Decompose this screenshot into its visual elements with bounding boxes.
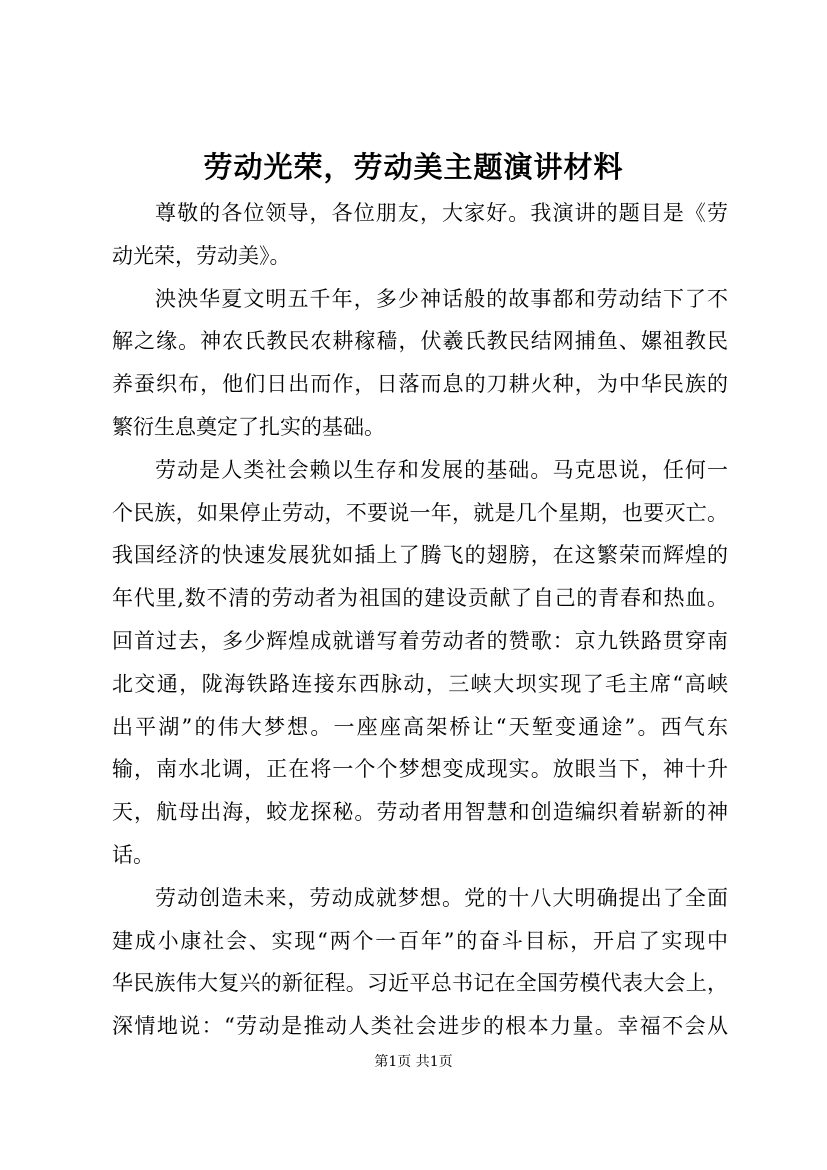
text-line: 劳动创造未来，劳动成就梦想。党的十八大明确提出了全面 (155, 885, 728, 910)
text-line: 天，航母出海，蛟龙探秘。劳动者用智慧和创造编织着崭新的神 (112, 800, 728, 825)
text-line: 输，南水北调，正在将一个个梦想变成现实。放眼当下，神十升 (112, 757, 728, 782)
text-line: 养蚕织布，他们日出而作，日落而息的刀耕火种，为中华民族的 (112, 372, 728, 397)
text-line: 出平湖”的伟大梦想。一座座高架桥让“天堑变通途”。西气东 (112, 714, 728, 739)
text-line: 建成小康社会、实现“两个一百年”的奋斗目标，开启了实现中 (112, 928, 728, 953)
paragraph-future (112, 877, 728, 1048)
text-line: 解之缘。神农氏教民农耕稼穑，伏羲氏教民结网捕鱼、嫘祖教民 (112, 329, 728, 354)
text-line: 年代里,数不清的劳动者为祖国的建设贡献了自己的青春和热血。 (112, 586, 728, 611)
paragraph-history (112, 278, 728, 449)
text-line: 泱泱华夏文明五千年，多少神话般的故事都和劳动结下了不 (155, 286, 728, 311)
text-line: 个民族，如果停止劳动，不要说一年，就是几个星期，也要灭亡。 (112, 500, 728, 525)
document-title: 劳动光荣，劳动美主题演讲材料 (203, 150, 624, 184)
document-body (112, 192, 728, 1048)
paragraph-greeting (112, 192, 728, 278)
text-line: 动光荣，劳动美》。 (112, 243, 291, 268)
text-line: 深情地说：“劳动是推动人类社会进步的根本力量。幸福不会从 (112, 1014, 728, 1039)
text-line: 话。 (112, 842, 154, 867)
text-line: 回首过去，多少辉煌成就谱写着劳动者的赞歌：京九铁路贯穿南 (112, 628, 728, 653)
text-line: 劳动是人类社会赖以生存和发展的基础。马克思说，任何一 (155, 457, 728, 482)
text-line: 我国经济的快速发展犹如插上了腾飞的翅膀，在这繁荣而辉煌的 (112, 543, 728, 568)
text-line: 华民族伟大复兴的新征程。习近平总书记在全国劳模代表大会上， (112, 971, 728, 996)
text-line: 北交通，陇海铁路连接东西脉动，三峡大坝实现了毛主席“高峡 (112, 671, 728, 696)
page-number-footer: 第1页 共1页 (374, 1054, 453, 1070)
text-line: 尊敬的各位领导，各位朋友，大家好。我演讲的题目是《劳 (155, 201, 728, 225)
text-line: 繁衍生息奠定了扎实的基础。 (112, 414, 385, 439)
paragraph-labor-foundation (112, 449, 728, 877)
